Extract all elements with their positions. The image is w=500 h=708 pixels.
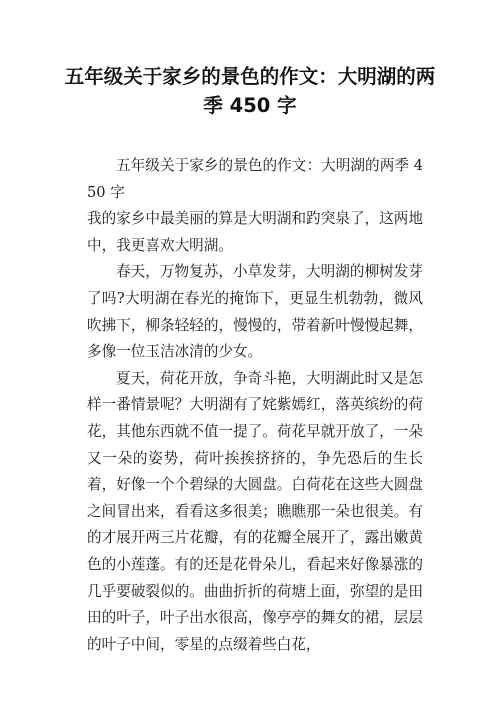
document-body [87, 153, 423, 658]
document-title: 五年级关于家乡的景色的作文：大明湖的两季 450 字 [64, 65, 436, 117]
paragraph-summer: 夏天，荷花开放，争奇斗艳，大明湖此时又是怎样一番情景呢？大明湖有了姹紫嫣红，落英缤纷的荷花，其他东西就不值一提了。荷花早就开放了，一朵又一朵的姿势，荷叶挨挨挤挤的，争先恐后的生长着，好像一个个碧绿的大圆盘。白荷花在这些大圆盘之间冒出来，看看这多很美；瞧瞧那一朵也很美。有的才展开两三片花瓣，有的花瓣全展开了，露出嫩黄色的小莲蓬。有的还是花骨朵儿，看起来好像暴涨的几乎要破裂似的。曲曲折折的荷塘上面，弥望的是田田的叶子，叶子出水很高，像亭亭的舞女的裙，层层的叶子中间，零星的点缀着些白花， [87, 369, 423, 653]
paragraph-heading: 五年级关于家乡的景色的作文：大明湖的两季 450 字 [87, 157, 423, 201]
paragraph-spring: 春天，万物复苏，小草发芽，大明湖的柳树发芽了吗?大明湖在春光的掩饰下，更显生机勃勃，微风吹拂下，柳条轻轻的，慢慢的，带着新叶慢慢起舞，多像一位玉洁冰清的少女。 [87, 263, 423, 361]
paragraph-intro: 我的家乡中最美丽的算是大明湖和趵突泉了，这两地中，我更喜欢大明湖。 [87, 210, 423, 254]
